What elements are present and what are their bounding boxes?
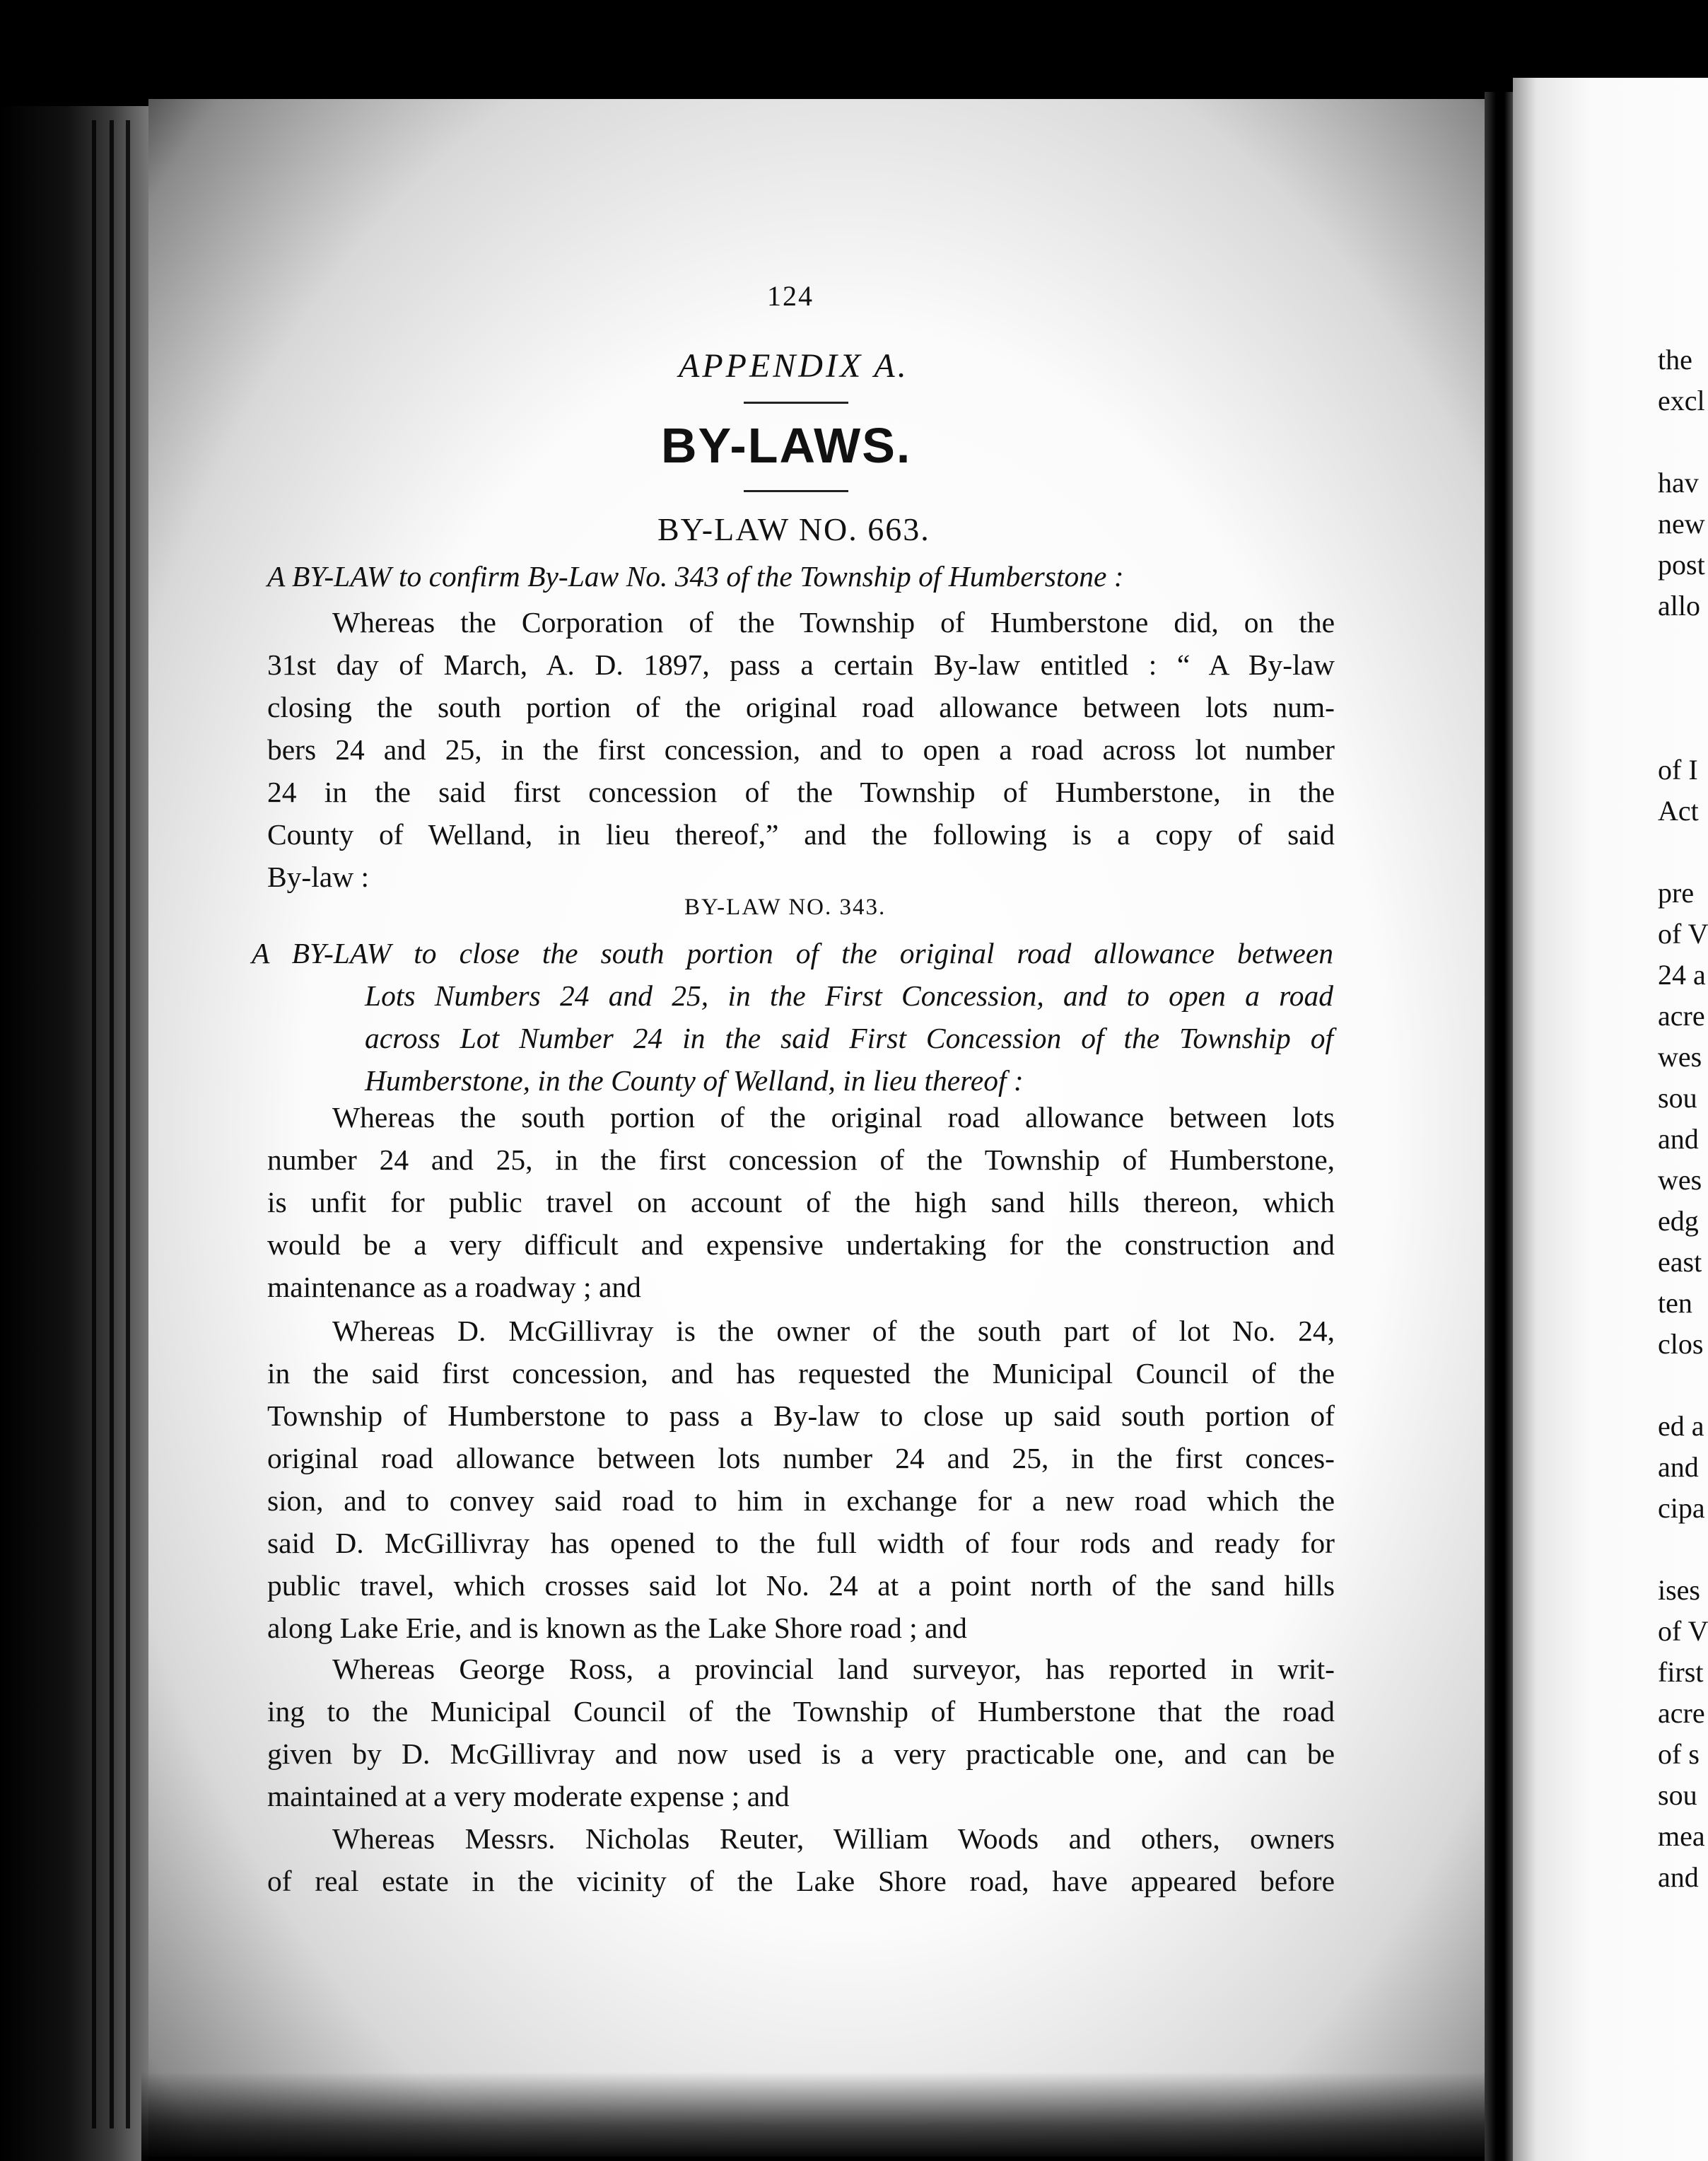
- bottom-shadow: [141, 2072, 1485, 2161]
- text-line: County of Welland, in lieu thereof,” and the following is a copy of said: [267, 818, 1335, 851]
- caption-line: Humberstone, in the County of Welland, in lieu thereof :: [365, 1064, 1024, 1097]
- text-line: ing to the Municipal Council of the Township of Humberstone that the road: [267, 1695, 1335, 1728]
- bylaw-663-heading: BY-LAW NO. 663.: [657, 511, 930, 547]
- right-page-fragment: of I: [1658, 754, 1698, 786]
- text-line: Whereas George Ross, a provincial land surveyor, has reported in writ-: [332, 1653, 1335, 1685]
- text-line: in the said first concession, and has requested the Municipal Council of the: [267, 1357, 1335, 1390]
- page-title: BY-LAWS.: [661, 418, 912, 473]
- text-line: 24 in the said first concession of the Township of Humberstone, in the: [267, 776, 1335, 808]
- right-page-fragment: post: [1658, 549, 1705, 581]
- scanner-background-top: [0, 0, 1708, 113]
- title-rule-bottom: [744, 490, 848, 492]
- book-gutter: [1485, 92, 1513, 2161]
- right-page-fragment: new: [1658, 508, 1705, 540]
- caption-line: across Lot Number 24 in the said First Concession of the Township of: [365, 1022, 1333, 1054]
- text-line: Whereas the south portion of the original road allowance between lots: [332, 1101, 1335, 1134]
- right-page-fragment: [1658, 421, 1708, 462]
- right-page-fragment: mea: [1658, 1820, 1705, 1852]
- right-page-fragment: hav: [1658, 467, 1699, 499]
- text-line: maintenance as a roadway ; and: [267, 1271, 641, 1303]
- paragraph-1: [267, 601, 1335, 898]
- right-page-fragment: Act: [1658, 795, 1699, 827]
- paragraph-5: [267, 1817, 1335, 1902]
- right-page-fragment: ises: [1658, 1574, 1700, 1606]
- right-page-fragment: pre: [1658, 877, 1695, 909]
- right-page-fragment: [1658, 709, 1708, 750]
- text-line: original road allowance between lots number 24 and 25, in the first conces-: [267, 1442, 1335, 1474]
- text-line: given by D. McGillivray and now used is a very practicable one, and can be: [267, 1737, 1335, 1770]
- appendix-label: APPENDIX A.: [679, 347, 909, 385]
- right-page-fragment: clos: [1658, 1328, 1704, 1360]
- right-page-fragment: [1658, 832, 1708, 873]
- right-page-fragment: and: [1658, 1123, 1699, 1155]
- right-page-fragment: acre: [1658, 1697, 1705, 1729]
- paragraph-3: [267, 1310, 1335, 1649]
- right-page-fragment: of V: [1658, 918, 1708, 950]
- right-page-text-fragments: [1658, 339, 1708, 1898]
- text-line: of real estate in the vicinity of the Lake Shore road, have appeared before: [267, 1865, 1335, 1897]
- right-page-fragment: the: [1658, 344, 1692, 375]
- caption-line: A BY-LAW to close the south portion of the original road allowance between: [252, 937, 1333, 969]
- text-line: sion, and to convey said road to him in exchange for a new road which the: [267, 1484, 1335, 1517]
- right-page-fragment: of V: [1658, 1615, 1708, 1647]
- text-line: 31st day of March, A. D. 1897, pass a certain By-law entitled : “ A By-law: [267, 648, 1335, 681]
- title-rule-top: [744, 402, 848, 404]
- bylaw-343-heading: BY-LAW NO. 343.: [684, 895, 887, 920]
- right-page-fragment: wes: [1658, 1164, 1702, 1196]
- right-page-fragment: acre: [1658, 1000, 1705, 1032]
- text-line: maintained at a very moderate expense ; and: [267, 1780, 790, 1812]
- right-page-fragment: excl: [1658, 385, 1705, 417]
- text-line: Whereas Messrs. Nicholas Reuter, William Woods and others, owners: [332, 1822, 1335, 1855]
- right-page-fragment: east: [1658, 1246, 1702, 1278]
- right-page-fragment: ten: [1658, 1287, 1692, 1319]
- text-line: bers 24 and 25, in the first concession, and to open a road across lot number: [267, 733, 1335, 766]
- right-page-fragment: ed a: [1658, 1410, 1704, 1442]
- right-page-fragment: [1658, 668, 1708, 709]
- right-page-fragment: cipa: [1658, 1492, 1705, 1524]
- caption-line: A BY-LAW to confirm By-Law No. 343 of the Township of Humberstone :: [267, 560, 1124, 593]
- right-page-fragment: sou: [1658, 1779, 1697, 1811]
- right-page-fragment: [1658, 627, 1708, 668]
- page-edge-line: [110, 120, 114, 2128]
- text-line: Whereas D. McGillivray is the owner of the south part of lot No. 24,: [332, 1315, 1335, 1347]
- text-line: along Lake Erie, and is known as the Lake Shore road ; and: [267, 1612, 967, 1644]
- right-page-fragment: first: [1658, 1656, 1704, 1688]
- bylaw-663-caption: [267, 555, 1328, 598]
- right-page-fragment: allo: [1658, 590, 1700, 622]
- right-page-fragment: [1658, 1529, 1708, 1570]
- text-line: Whereas the Corporation of the Township of Humberstone did, on the: [332, 606, 1335, 639]
- caption-line: Lots Numbers 24 and 25, in the First Concession, and to open a road: [365, 979, 1333, 1012]
- right-page-fragment: 24 a: [1658, 959, 1706, 991]
- text-line: is unfit for public travel on account of the high sand hills thereon, which: [267, 1186, 1335, 1218]
- right-page-fragment: edg: [1658, 1205, 1699, 1237]
- paragraph-4: [267, 1648, 1335, 1817]
- page-number: 124: [767, 280, 814, 312]
- text-line: By-law :: [267, 861, 370, 893]
- paragraph-2: [267, 1096, 1335, 1308]
- right-page-fragment: and: [1658, 1451, 1699, 1483]
- right-page-fragment: wes: [1658, 1041, 1702, 1073]
- right-page-fragment: and: [1658, 1861, 1699, 1893]
- text-line: closing the south portion of the original road allowance between lots num-: [267, 691, 1335, 723]
- page-edge-line: [126, 120, 130, 2128]
- text-line: Township of Humberstone to pass a By-law to close up said south portion of: [267, 1399, 1335, 1432]
- bylaw-343-caption: [252, 932, 1333, 1102]
- text-line: would be a very difficult and expensive undertaking for the construction and: [267, 1228, 1335, 1261]
- text-line: public travel, which crosses said lot No. 24 at a point north of the sand hills: [267, 1569, 1335, 1602]
- text-line: number 24 and 25, in the first concession of the Township of Humberstone,: [267, 1143, 1335, 1176]
- right-page-fragment: sou: [1658, 1082, 1697, 1114]
- text-line: said D. McGillivray has opened to the full width of four rods and ready for: [267, 1527, 1335, 1559]
- right-page-fragment: [1658, 1365, 1708, 1406]
- page-edge-line: [92, 120, 96, 2128]
- right-page-fragment: of s: [1658, 1738, 1700, 1770]
